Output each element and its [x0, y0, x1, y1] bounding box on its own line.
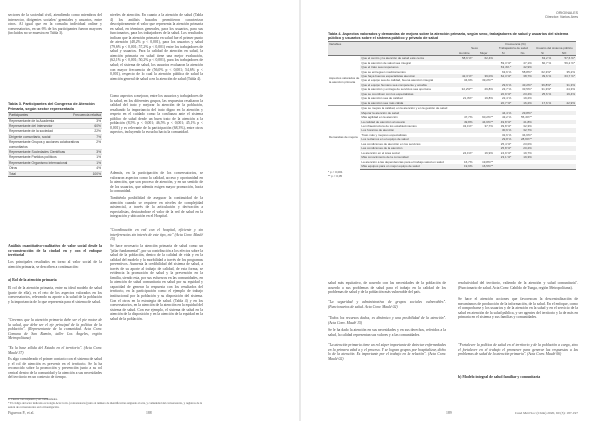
table-4-cell-variable: Que la atención de salud sea integral [361, 60, 411, 65]
table-3-cell-label: Otros [9, 166, 18, 171]
left-col1-paragraph-3: Es algo considerado el primer contacto con el sistema de salud y el rol de atención es prevenir en el territorio. Se la ha reconocido sobre la promoción y prevención junto a su rol central dentro de la comunidad y la atención a sus necesidades del territorio en un contexto de tiempo. [8, 357, 102, 380]
table-4-cell-value: 16,7% [463, 159, 473, 164]
table-3-title: Tabla 3. Participantes del Congreso de Atención Primaria, según sector representado [8, 102, 95, 111]
table-4-cell-variable: La calidad de atención al usuario [361, 119, 406, 124]
left-footnote-1: a: Cuenta con respuesta y en comunidades. [8, 397, 58, 401]
table-4-cell-value: 32,6 % [501, 132, 512, 137]
table-4-cell-value: 60,7 % [541, 60, 552, 65]
table-4-cell-value: 59,3 %* [500, 60, 512, 65]
table-4-cell-value: 47,7% [463, 115, 473, 120]
table-4-cell-variable: Más equipos para un mejor equipo de salud [360, 164, 455, 169]
table-4-cell-variable: Que el equipo sea de calidad, buena atención integral [361, 78, 434, 83]
table-4-cell-value: 30,6 % [501, 128, 512, 133]
table-4-cell-value: 19,2% [523, 96, 532, 101]
table-4-cell-variable: Que la atención y entrega de servicios sea oportuna [361, 87, 431, 92]
table-4-cell-value: 19,4% [566, 91, 575, 96]
table-3-cell-value: 3% [96, 150, 101, 155]
left-col1-quote-2: "Es la base sólida del Estado en el territorio". (Acta Conv. Maulé 37) [8, 346, 102, 355]
table-4-cell-value: 16,5%** [474, 164, 494, 169]
table-3-body [8, 119, 102, 177]
table-4-cell-variable: Que se entreguen medicamentos [361, 69, 406, 74]
table-4-cell-value: 29,6 % [501, 82, 512, 87]
table-4-cell-value: 19,8% [484, 96, 493, 101]
table-4-cell-value: 60,2%** [482, 115, 493, 120]
table-4-cell-value: 39,6 % [541, 73, 552, 78]
table-4-cell-value: 25,6 % [541, 91, 552, 96]
table-4-cell-value: 19,9% [455, 164, 473, 169]
running-head-section: ORIGINALES [556, 11, 578, 15]
table-4-note-1: * p < 0,001 [328, 169, 343, 174]
left-col2-paragraph-1: niveles de atención. En cuanto a la atención de salud (Tabla 4) los análisis basados permitieron caracterizar descriptivamente el valor que representa la atención primaria en salud, en términos generales, para los usuarios, para sus funcionarios, para los trabajadores de la salud. Los resultados indican que la atención primaria en salud fue el primer punto de atención (48,2% p < 0,001), para los usuarios y salud (79,6% p < 0,001; 57,2% p < 0,001) entre los trabajadores de salud y usuarios. Para la calidad de atención en salud, la atención primaria en salud tiene una mejor evaluación, (62,1% p < 0,001; 50,2% p < 0,001), para los trabajadores de salud; el sistema de salud, los usuarios evaluaron la atención con mayor frecuencia de (56,0% p < 0,001; 54,6% p < 0,001), respecto de lo cual la atención pública de salud la atención general de salud a en la atención de salud (Tabla 4). [110, 13, 203, 81]
table-4-cell-value: 63,6 % [501, 69, 512, 74]
table-3-cell-value: 3% [96, 118, 101, 123]
table-4-cell-variable: La infraestructura de los establecimientos [361, 123, 417, 128]
table-4-cell-value [533, 164, 552, 169]
table-4-cell-value: 47,1% [523, 60, 532, 65]
table-4-cell-value: 17,6 % [541, 100, 552, 105]
table-4-cell-variable: Que el equipo humano sea competente y amable [361, 82, 427, 87]
table-4-cell-value: 24,9 %* [500, 150, 512, 155]
table-4-cell-value [512, 164, 532, 169]
table-4-cell-value: 23,4% [523, 91, 532, 96]
table-3-row [8, 140, 102, 150]
table-4-cell-value: 28,6%** [520, 137, 532, 142]
table-3-cell-label: Representante de la Academia [9, 118, 55, 123]
running-head-subtitle: Director: Varios Ares [545, 15, 578, 20]
table-4-cell-value: 23,0% [523, 141, 532, 146]
left-col1-quote-1: "Creemos que la atención primaria debe ser el pie motor de la salud, que debe ser el eje principal de la política de la población". (Representante de la comunidad. Acta Conv. Comuna de San Ramón, taller Los Ángeles, región Metropolitana) [8, 318, 102, 341]
table-4-cell-value: 29,8% [484, 87, 493, 92]
table-4-cell-value: 63,2 % [541, 56, 552, 61]
right-col3-paragraph-2: Se le ha dado la atención en sus necesidades y en sus derechos, referidos a la salud, la calidad representan sus valores y a las comunidades. [328, 328, 446, 337]
table-4-cell-value: 25,8 %* [500, 146, 512, 151]
table-3-cell-label: Representante Organismo internacional [9, 160, 68, 165]
table-4-cell-value: 43,2 % [501, 115, 512, 120]
table-4-cell-variable: Las condiciones de la atención [361, 146, 403, 151]
table-3-cell-label: Representante de la sociedad [9, 129, 53, 134]
table-4-cell-value: 34,6%* [522, 132, 532, 137]
left-col2-paragraph-2: Como aspectos a mejorar, entre los usuarios y trabajadores de la salud, en los diferentes grupos, las respuestas resaltaron la calidad del trato y mejorar la atención de la población, resaltando la importancia del trato digno en la atención y respeto en el cuidado como la confianza ante el sistema público de salud desde un buen trato de la atención a la población (8,5% p < 0,001; 46,5% p < 0,001; 45,1% p < 0,001) y es relevante de la participación (68,3%), entre otros aspectos, incluyendo la escucha hacia la comunidad. [110, 94, 203, 135]
table-4-cell-value: 31,3% [566, 82, 575, 87]
table-4-cell-value: 42,3 %* [461, 73, 473, 78]
table-3 [8, 102, 102, 177]
table-4-sub-no-2: NO [552, 51, 576, 56]
table-4-cell-value: 29,8 % [501, 137, 512, 142]
table-4-cell-value: 21,3%* [462, 96, 473, 101]
table-4-cell-value: 63,4% * [500, 65, 512, 70]
table-4-cell-value: 58,8%* [522, 69, 532, 74]
left-page-number: 188 [146, 411, 152, 415]
table-4-cell-value: 39,0% [484, 73, 493, 78]
right-col3-quote-1: "La seguridad y administrativa de grupos sociales vulnerables". (Funcionarios de salud. Acta Conv. Maulé 02) [328, 300, 446, 309]
table-4-col-sexo: Sexo [471, 46, 478, 51]
table-4-cell-value: 23,1 %* [500, 155, 512, 160]
table-4-col-usuario: Usuario del sistema público [536, 46, 573, 51]
left-footnote-2: * El código del actor indicado es la sigla Acta Conv. (conversatorio) junto al número de identificación asignado al acta, y comunidad del conversatorio, y registros de la sesión de conversatorios en la investigación. [8, 401, 203, 409]
table-4-sub-no-1: No [512, 51, 532, 56]
table-4-sub-si-2: Sí [533, 51, 552, 56]
table-4-cell-variable: Más conocimiento de la comunidad [361, 155, 409, 160]
table-4-sub-mujer: Mujer [474, 51, 494, 56]
table-3-cell-value: 1% [96, 160, 101, 165]
table-4-cell-variable: Que el trato sea respetuoso [361, 65, 399, 70]
table-4-cell-value: 35,2% [566, 69, 575, 74]
right-col3-quote-2: "Todos los recursos dados, es dinámico y una posibilidad de la atención". (Acta Conv. Maulé 15) [328, 316, 446, 325]
table-4-note-2: ** p < 0,05 [328, 173, 343, 178]
table-4-cell-value: 38,7% [523, 73, 532, 78]
table-4-cell-variable: Que la atención sea más cálida [361, 100, 404, 105]
table-4-cell-variable: La atención a las dependencias para el trabajo salud en salud [361, 159, 444, 164]
table-4-sub-hombre: Hombre [455, 51, 473, 56]
table-4-cell-value: 34,9% [463, 78, 473, 83]
table-4-cell-value: 42,9% [523, 65, 532, 70]
table-4-col-variables: Variables [328, 41, 455, 46]
table-4-cell-value: 24,1%* [462, 150, 473, 155]
table-4-cell-variable: Que se coordinen con los especialistas [361, 91, 414, 96]
table-4-sub-si-1: Sí [494, 51, 512, 56]
table-4-cell-variable: Mejorar la atención de salud [361, 110, 400, 115]
left-col2-quote-1: "Coordinación en red con el hospital, eficiente y sin interferencias sin interés de este tipo, etc" (Acta Conv. Maulé 15) [110, 228, 203, 242]
table-4-cell-value: 49,8% [463, 119, 473, 124]
table-3-cell-value: 60% [94, 124, 101, 128]
right-page-number: 189 [446, 411, 452, 415]
table-4-cell-value: 31,3%* [541, 87, 552, 92]
right-col4-heading-b: b) Modelo integral de salud familiar y comunitaria [458, 375, 541, 379]
table-4-cell-value: 36,8%* [541, 82, 552, 87]
table-3-row [8, 172, 102, 177]
table-4-cell-variable: Trato más y mejores especialistas [361, 132, 407, 137]
table-4-cell-value: 22,4 % [501, 96, 512, 101]
table-4-cell-value: 19,3% [523, 155, 532, 160]
table-3-cell-label: Representante Grupos y acciones colaborativos comunitarios [9, 140, 80, 149]
table-4-cell-value: 57,6 %* [564, 56, 575, 61]
table-4-cell-variable: Que el centro y la atención de salud esté cerca [361, 56, 424, 61]
table-4-cell-value: 43,1%* [462, 123, 473, 128]
table-4-cell-variable: Que la atención sea de calidad [361, 96, 403, 101]
table-4-body [328, 56, 576, 169]
table-4-cell-value: 62,3 %* [500, 73, 512, 78]
table-3-cell-value: 1% [96, 155, 101, 160]
table-4-group-demands: Demandas de mejora [328, 106, 360, 169]
table-4-cell-value: 23,7 % [501, 87, 512, 92]
left-col1-heading-a: a) Rol de la atención primaria [8, 278, 57, 282]
left-page-footer: Figueroa P., et al. [8, 411, 35, 415]
table-3-col-participants: Participantes [9, 113, 29, 118]
table-4-cell-variable: Más agilidad en la atención [361, 115, 398, 120]
table-4-group-valued: Aspectos valorados de la atención primaria [328, 56, 360, 106]
left-col1-subheading: Análisis cuantitativo-cualitativo de valor social desde la co-construcción de la ciudad en y con el enfoque territorial [8, 244, 102, 258]
table-4-cell-value: 19,7% [523, 150, 532, 155]
table-4-cell-value: 43,2%* [522, 82, 532, 87]
table-4-cell-value: 24,3% [566, 87, 575, 92]
left-col2-paragraph-3: Además, en la participación de los conversatorios, se valoraron aspectos como la calidad, acceso y oportunidad en la atención, que son proceso de atención, y en un sentido de de los usuarios, que además exigen mayor promoción, hacia la comunidad. [110, 171, 203, 194]
table-4-cell-value: 55,4%** [520, 115, 532, 120]
table-3-cell-label: Representante Partidos políticos [9, 155, 57, 160]
table-4-title: Tabla 4. Aspectos valorados y demandas de mejora sobre la atención primaria, según sexo, trabajadores de salud y usuarios del sistema público y usuarios sobre el sistema público y privado de salud [328, 32, 569, 41]
table-4-cell-value: 39,2%** [482, 78, 493, 83]
table-4 [328, 32, 576, 178]
table-4-row [328, 164, 576, 169]
right-col3-paragraph-1: salud más equitativo, de acuerdo con las necesidades de la población de acuerdo a sus problemas de salud para el trabajo en la calidad de los problemas de salud y de la población más vulnerable del país. [328, 281, 446, 295]
table-4-cell-value: 63,7 %* [564, 73, 575, 78]
table-4-cell-value: 32,2%** [461, 87, 473, 92]
table-3-col-frequency: Frecuencia relativa [73, 113, 101, 118]
table-3-cell-value: 2% [96, 140, 101, 145]
table-4-cell-value: 58,6 %* [461, 56, 473, 61]
table-3-cell-label: Total [9, 171, 16, 176]
table-4-cell-variable: Las condiciones de atención en los servicios [361, 141, 421, 146]
right-col3-quote-3: "La atención primaria tiene un rol súper importante de detectar enfermedades en la primera edad a y el proceso. Y se logran grupos por hospitalizar, dicho lo de la atención. Es importante por el trabajo en la relación". (Acta Conv. Maulé 02) [328, 343, 446, 361]
table-4-cell-value: 16,9% [484, 150, 493, 155]
left-col2-paragraph-4: Tambiénla posibilidad de asegurar la continuidad de la atención cuando se requiere en niveles de complejidad asistencial, a través de la articulación y derivación a especialistas, destacándose el valor de la red de salud en la integración y ubicación en el Hospital. [110, 196, 203, 219]
table-4-cell-variable: Que se mejore la calidad, en la atención y en la gestión de salud [360, 106, 455, 111]
table-4-cell-variable: La atención en el área social [361, 150, 400, 155]
table-4-cell-value: 41,8% [523, 119, 532, 124]
table-4-cell-value: 22,9% [566, 100, 575, 105]
table-4-cell-value [552, 164, 576, 169]
table-4-cell-value: 25,4 %* [500, 141, 512, 146]
table-3-cell-value: 4% [96, 166, 101, 171]
table-4-cell-value: 49,8 %* [500, 119, 512, 124]
table-4-cell-value: 20,2% [523, 146, 532, 151]
table-4-cell-value: 16,2% [523, 100, 532, 105]
table-4-cell-value: 39,8 %* [500, 123, 512, 128]
left-col1-paragraph-2: El rol de la atención primaria, entre su ideal modelo de salud (parte de ella), es el reto de los aspectos valorados en los conversatorios, relevando su aporte a la salud de la población y la importancia de lo que representa para el sistema de salud. [8, 286, 102, 304]
left-col1-paragraph-1: Los principales resultados en torno al valor social de la atención primaria, se describen a continuación: [8, 260, 102, 269]
table-4-cell-value: 33,5%* [522, 87, 532, 92]
table-4-cell-value [494, 164, 512, 169]
right-footer-journal: Cuad Méd Soc (Chile) 2020, 60 (3): 187-197 [514, 411, 578, 415]
table-3-cell-label: Representante del Intersector [9, 124, 53, 128]
table-4-cell-value: 44,4 % [501, 110, 512, 115]
table-4-cell-value: 20,7 %* [500, 100, 512, 105]
table-4-col-trabajador: Trabajador/a de salud [498, 46, 528, 51]
left-col1-top-paragraph: sectores de la sociedad civil, atendiendo como miembros del intersector, dirigentes sociales/ gremiales y usuarios, entre otros. Al igual que en la consulta individual online y conversatorios, en un 6% de los participantes fueron mayores (incluidos no se muestra en Tabla 3). [8, 13, 102, 36]
table-3-cell-value: 7% [96, 134, 101, 139]
right-col4-paragraph-2: Se hace el atención acciones que favorezcan la descentralización de mecanismos de producción de la información, de la salud. En el enfoque, como el comprobarse y los usuarios y de la atención en la salud y en el servicio de la salud en atención de la salud pública, y ser agentes del territorio y la de más en primaria en el sistema y sus familias y comunidades. [458, 297, 578, 320]
table-4-grid [328, 41, 576, 170]
left-col2-paragraph-5: Se hace necesario la atención primaria de salud como un "pilar fundamental", por su contribución a los efectos sobre la salud de la población, dentro de la calidad de vida y en la calidad del modelo y la morbilidad a través de los programas preventivos. Aumenta la credibilidad del sistema de salud, a través de su aporte al trabajo de calidad, de esta forma, se evidencia la promoción de salud y la prevención en la familia, siendo esta, por sus esfuerzos en las comunidades, en la atención de salud comunitaria en salud por su equidad y capacidad de generar la respuesta con los resultados del territorio, en la participación como el ejemplo de trabajo institucional por la población y su disposición del sistema. Con el otros en la estrategia de salud. (Tabla 4) y en los conversatorios, en la atención de la atención en la equidad del sistema de salud. Con ese ejemplo, el sistema de salud en la atención de la disposición y en la atención de la equidad en la salud de la población. [110, 244, 203, 321]
running-head [480, 11, 578, 20]
table-4-cell-value: 32,3% [523, 123, 532, 128]
table-3-cell-label: Representante Sociedades Científicas [9, 150, 66, 155]
table-3-cell-value: 22% [94, 129, 101, 134]
table-4-cell-value: 32,7% [523, 128, 532, 133]
table-3-cell-value: 100% [92, 171, 101, 176]
table-4-cell-value: 19,8%** [482, 159, 493, 164]
table-4-cell-variable: Los horarios de atención [361, 128, 395, 133]
table-4-cell-value: 37,7% [484, 123, 493, 128]
table-3-cell-label: Dirigente comunitario, social [9, 134, 51, 139]
right-col4-paragraph-1: resolutividad del territorio, valiendo de la atención y salud comunitaria". (Funcionario de salud. Acta Conv. Cabildo de Tunga, región Metropolitana). [458, 281, 578, 290]
table-4-col-frequency: Frecuencia (%) [455, 41, 576, 46]
table-4-cell-value: 29,8%* [522, 110, 532, 115]
table-4-cell-value: 59,2 %* [564, 60, 575, 65]
table-4-cell-variable: Los reclamos en el equipo de salud [361, 137, 409, 142]
table-4-cell-value: 62,3%* [541, 69, 552, 74]
table-4-cell-variable: Que haya buenos especialistas atencion [361, 73, 416, 78]
right-col4-quote-1: "Fortalecer la política de salud en el territorio y de la población a cargo, sino el fortalecer en el trabajo el promover para generar las respuestas a las problemas de salud de la atención primaria". (Acta Conv. Maulé 06) [458, 343, 578, 357]
table-4-cell-value: 20,9 %* [500, 91, 512, 96]
table-4-cell-value: 62,4% [484, 56, 493, 61]
table-4-cell-value: 44,6%** [482, 119, 493, 124]
